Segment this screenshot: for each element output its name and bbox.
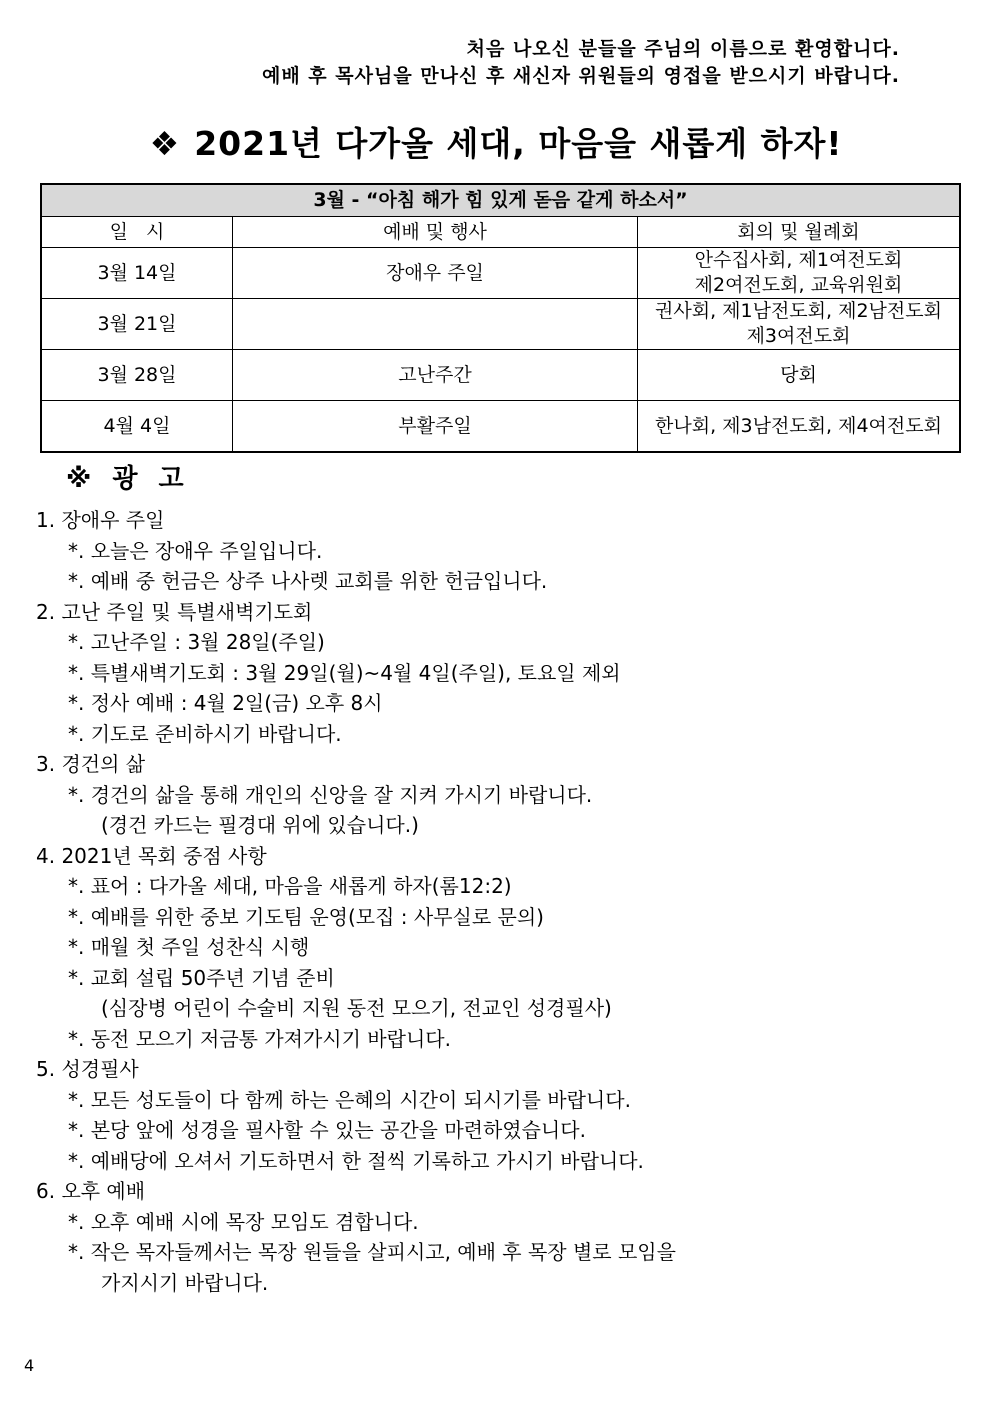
notice-heading: 1. 장애우 주일 [36, 508, 165, 532]
row-event: 장애우 주일 [233, 248, 638, 299]
welcome-line-1: 처음 나오신 분들을 주님의 이름으로 환영합니다. [466, 38, 900, 60]
notice-heading: 6. 오후 예배 [36, 1179, 146, 1203]
notice-heading: 5. 성경필사 [36, 1057, 139, 1081]
table-row [41, 350, 960, 401]
notice-line: *. 경건의 삶을 통해 개인의 신앙을 잘 지켜 가시기 바랍니다. [68, 782, 593, 807]
header-event: 예배 및 행사 [233, 217, 638, 248]
row-meeting-line-1: 권사회, 제1남전도회, 제2남전도회 [655, 300, 942, 322]
notice-line: *. 예배당에 오셔서 기도하면서 한 절씩 기록하고 가시기 바랍니다. [68, 1148, 644, 1173]
schedule-table [40, 183, 961, 453]
page-title-text: 2021년 다가올 세대, 마음을 새롭게 하자! [194, 124, 843, 163]
notice-line: 가지시기 바랍니다. [101, 1270, 269, 1295]
notices-title: ※ 광 고 [66, 464, 190, 494]
notice-line: *. 작은 목자들께서는 목장 원들을 살피시고, 예배 후 목장 별로 모임을 [68, 1240, 676, 1264]
notice-line: *. 교회 설립 50주년 기념 준비 [68, 965, 335, 990]
row-meeting-line-2: 제3여전도회 [746, 325, 851, 347]
notice-line: *. 표어 : 다가올 세대, 마음을 새롭게 하자(롬12:2) [68, 874, 512, 898]
welcome-line-2: 예배 후 목사님을 만나신 후 새신자 위원들의 영접을 받으시기 바랍니다. [261, 65, 900, 87]
table-row [41, 401, 960, 453]
notice-line: *. 모든 성도들이 다 함께 하는 은혜의 시간이 되시기를 바랍니다. [68, 1087, 631, 1112]
header-date: 일 시 [41, 217, 233, 248]
page-number: 4 [24, 1356, 35, 1375]
page-title [0, 118, 992, 165]
header-meeting: 회의 및 월례회 [638, 217, 961, 248]
row-meeting-line-1: 한나회, 제3남전도회, 제4여전도회 [655, 414, 942, 437]
row-date: 3월 28일 [41, 350, 233, 401]
row-date: 3월 14일 [41, 248, 233, 299]
row-meeting-line-1: 당회 [780, 363, 817, 386]
notice-line: *. 본당 앞에 성경을 필사할 수 있는 공간을 마련하였습니다. [68, 1118, 586, 1142]
row-meeting [638, 299, 961, 350]
schedule-header-row [41, 217, 960, 248]
notice-line: *. 예배 중 헌금은 상주 나사렛 교회를 위한 헌금입니다. [68, 569, 548, 593]
table-row [41, 248, 960, 299]
notice-line: *. 정사 예배 : 4월 2일(금) 오후 8시 [68, 691, 383, 715]
row-meeting [638, 248, 961, 299]
notices-list [36, 505, 956, 1298]
notice-heading: 2. 고난 주일 및 특별새벽기도회 [36, 599, 313, 624]
row-event [233, 299, 638, 350]
table-row [41, 299, 960, 350]
welcome-message [262, 36, 900, 90]
notice-heading: 3. 경건의 삶 [36, 752, 146, 776]
row-meeting [638, 350, 961, 401]
notice-line: (심장병 어린이 수술비 지원 동전 모으기, 전교인 성경필사) [101, 996, 612, 1020]
row-date: 3월 21일 [41, 299, 233, 350]
notice-line: *. 동전 모으기 저금통 가져가시기 바랍니다. [68, 1026, 451, 1051]
notice-line: *. 매월 첫 주일 성찬식 시행 [68, 935, 310, 959]
diamond-bullet-icon: ❖ [149, 124, 181, 163]
notice-line: (경건 카드는 필경대 위에 있습니다.) [101, 813, 419, 837]
notice-line: *. 고난주일 : 3월 28일(주일) [68, 630, 325, 654]
notice-line: *. 기도로 준비하시기 바랍니다. [68, 721, 342, 746]
schedule-caption-row [41, 184, 960, 217]
notice-heading: 4. 2021년 목회 중점 사항 [36, 843, 267, 868]
row-meeting-line-2: 제2여전도회, 교육위원회 [694, 274, 903, 296]
row-event: 부활주일 [233, 401, 638, 453]
row-date: 4월 4일 [41, 401, 233, 453]
row-meeting [638, 401, 961, 453]
schedule-caption: 3월 - “아침 해가 힘 있게 돋음 같게 하소서” [41, 184, 960, 217]
notice-line: *. 오늘은 장애우 주일입니다. [68, 538, 323, 563]
row-event: 고난주간 [233, 350, 638, 401]
notice-line: *. 예배를 위한 중보 기도팀 운영(모집 : 사무실로 문의) [68, 904, 544, 929]
notice-line: *. 특별새벽기도회 : 3월 29일(월)~4월 4일(주일), 토요일 제외 [68, 660, 621, 685]
notice-line: *. 오후 예배 시에 목장 모임도 겸합니다. [68, 1209, 419, 1234]
row-meeting-line-1: 안수집사회, 제1여전도회 [694, 249, 903, 271]
